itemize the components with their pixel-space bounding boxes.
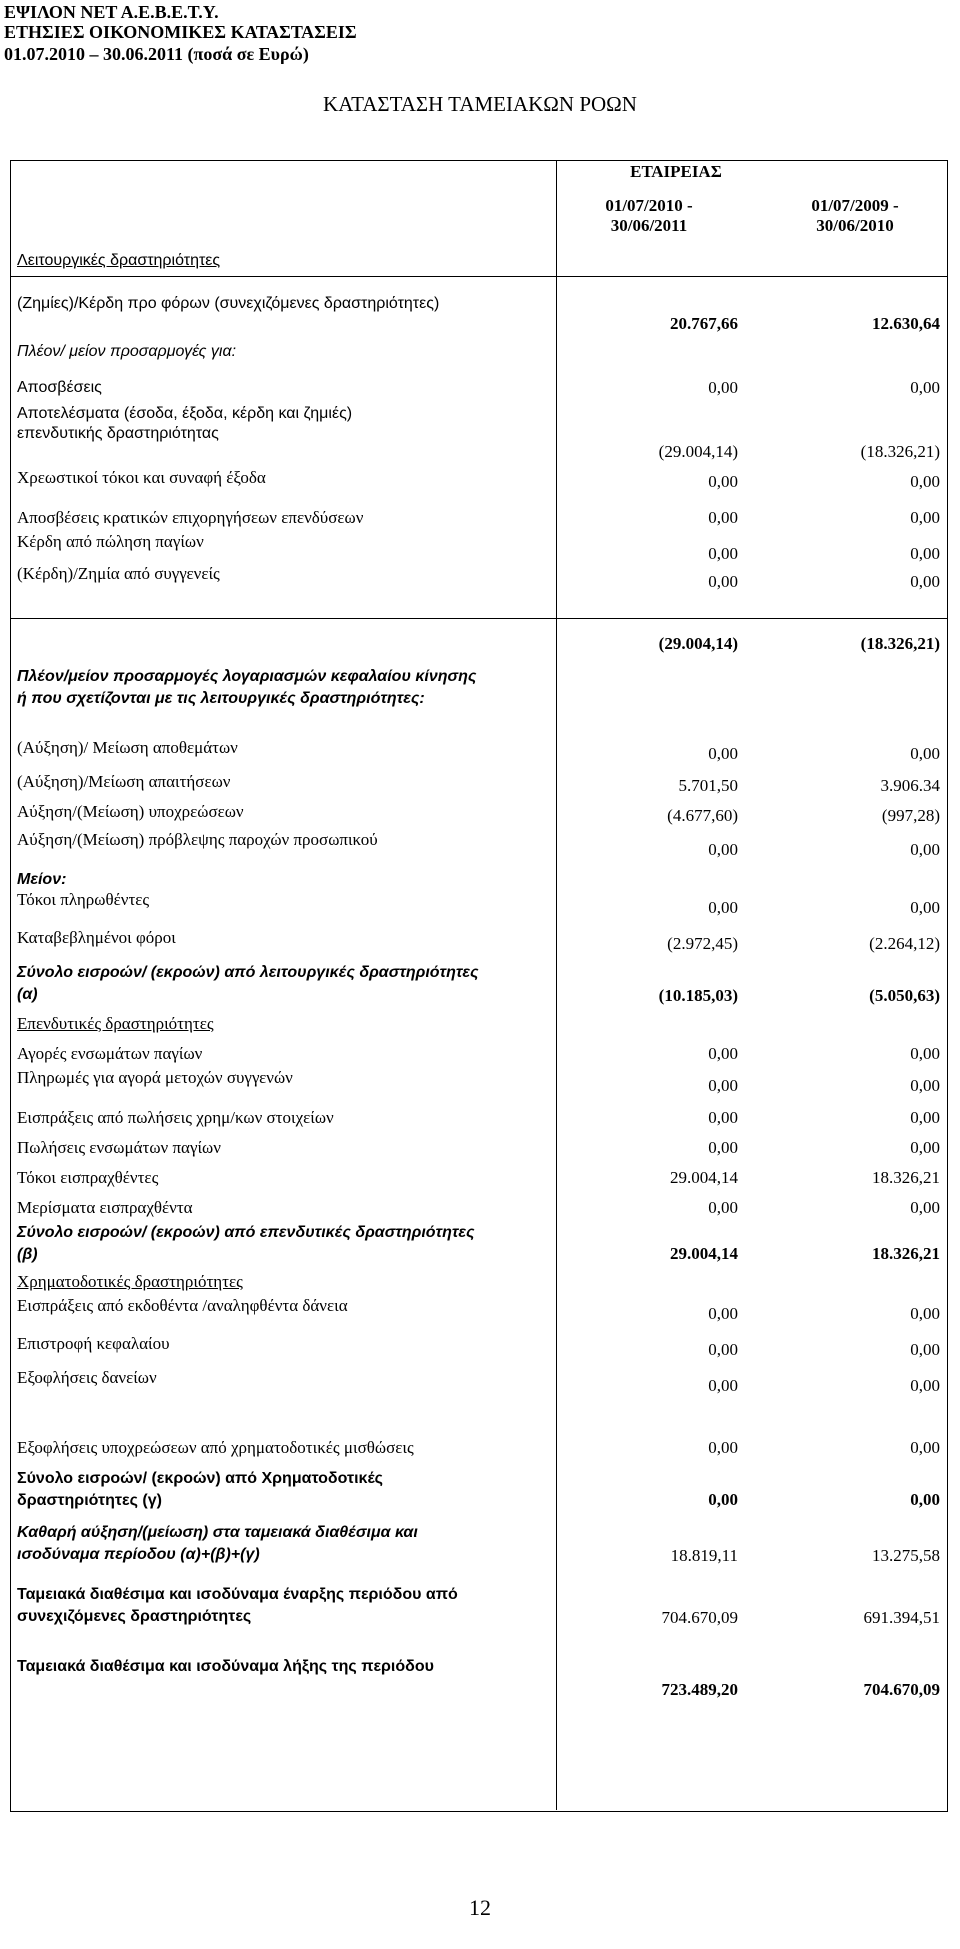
row-value-2010: 0,00 — [910, 1490, 940, 1509]
row-label: Επενδυτικές δραστηριότητες — [17, 1014, 214, 1033]
section-operating: Λειτουργικές δραστηριότητες — [17, 252, 221, 269]
row-value-2010: 3.906.34 — [880, 776, 940, 795]
row-label: Πληρωμές για αγορά μετοχών συγγενών — [17, 1068, 293, 1087]
document-subtitle: ΕΤΗΣΙΕΣ ΟΙΚΟΝΟΜΙΚΕΣ ΚΑΤΑΣΤΑΣΕΙΣ — [4, 22, 357, 42]
row-label: (Αύξηση)/ Μείωση αποθεμάτων — [17, 738, 238, 757]
col2-period-start: 01/07/2009 - — [811, 196, 899, 215]
col1-period-end: 30/06/2011 — [610, 216, 688, 235]
company-name: ΕΨΙΛΟΝ ΝΕΤ Α.Ε.Β.Ε.Τ.Υ. — [4, 2, 219, 22]
row-value-2010: 0,00 — [910, 744, 940, 763]
row-value-2011: 0,00 — [708, 744, 738, 763]
row-label: Χρηματοδοτικές δραστηριότητες — [17, 1272, 243, 1291]
row-value-2011: 0,00 — [708, 1376, 738, 1395]
row-label: Μερίσματα εισπραχθέντα — [17, 1198, 193, 1217]
statement-title: ΚΑΤΑΣΤΑΣΗ ΤΑΜΕΙΑΚΩΝ ΡΟΩΝ — [323, 92, 637, 116]
row-value-2011: (4.677,60) — [667, 806, 738, 825]
row-value-2010: (18.326,21) — [860, 634, 940, 653]
row-label: Μείον: — [17, 871, 67, 888]
row-value-2010: 18.326,21 — [872, 1168, 940, 1187]
col1-period-start: 01/07/2010 - — [605, 196, 693, 215]
row-label: Ταμειακά διαθέσιμα και ισοδύναμα λήξης της περιόδου — [17, 1658, 434, 1675]
row-label: Ταμειακά διαθέσιμα και ισοδύναμα έναρξης περιόδου από συνεχιζόμενες δραστηριότητες — [17, 1586, 458, 1625]
row-value-2011: 0,00 — [708, 1304, 738, 1323]
row-value-2011: (29.004,14) — [658, 634, 738, 653]
row-value-2010: 0,00 — [910, 1340, 940, 1359]
row-value-2011: 0,00 — [708, 378, 738, 397]
row-label: Καθαρή αύξηση/(μείωση) στα ταμειακά διαθέσιμα και ισοδύναμα περίοδου (α)+(β)+(γ) — [17, 1524, 418, 1563]
row-label: Καταβεβλημένοι φόροι — [17, 928, 176, 947]
row-value-2011: 0,00 — [708, 544, 738, 563]
row-value-2010: 12.630,64 — [872, 314, 940, 333]
row-value-2011: 0,00 — [708, 1108, 738, 1127]
row-label: Εισπράξεις από πωλήσεις χρημ/κων στοιχείων — [17, 1108, 334, 1127]
row-value-2010: 0,00 — [910, 1198, 940, 1217]
row-value-2010: 0,00 — [910, 840, 940, 859]
row-value-2010: 18.326,21 — [872, 1244, 940, 1263]
row-label: (Αύξηση)/Μείωση απαιτήσεων — [17, 772, 231, 791]
row-value-2010: 691.394,51 — [863, 1608, 940, 1627]
row-value-2011: 0,00 — [708, 508, 738, 527]
row-value-2011: 0,00 — [708, 1138, 738, 1157]
row-value-2011: (2.972,45) — [667, 934, 738, 953]
row-value-2010: 0,00 — [910, 508, 940, 527]
row-label: (Κέρδη)/Ζημία από συγγενείς — [17, 564, 220, 583]
row-value-2010: (5.050,63) — [869, 986, 940, 1005]
row-label: Σύνολο εισροών/ (εκροών) από επενδυτικές δραστηριότητες (β) — [17, 1224, 475, 1263]
row-value-2011: 0,00 — [708, 472, 738, 491]
row-label: Αποσβέσεις κρατικών επιχορηγήσεων επενδύσεων — [17, 508, 364, 527]
row-value-2011: 0,00 — [708, 1076, 738, 1095]
row-value-2010: 0,00 — [910, 1376, 940, 1395]
row-label: Κέρδη από πώληση παγίων — [17, 532, 204, 551]
row-value-2011: 29.004,14 — [670, 1168, 738, 1187]
row-label: Πλέον/ μείον προσαρμογές για: — [17, 343, 237, 360]
row-value-2011: 18.819,11 — [670, 1546, 738, 1565]
row-label: Τόκοι πληρωθέντες — [17, 890, 150, 909]
row-label: Αγορές ενσωμάτων παγίων — [17, 1044, 203, 1063]
row-label: Πωλήσεις ενσωμάτων παγίων — [17, 1138, 221, 1157]
row-value-2011: 5.701,50 — [678, 776, 738, 795]
row-value-2010: 0,00 — [910, 898, 940, 917]
row-value-2011: 0,00 — [708, 898, 738, 917]
row-label: Αποτελέσματα (έσοδα, έξοδα, κέρδη και ζημιές) επενδυτικής δραστηριότητας — [17, 405, 353, 442]
row-value-2011: 704.670,09 — [661, 1608, 738, 1627]
row-label: Τόκοι εισπραχθέντες — [17, 1168, 159, 1187]
row-value-2011: 0,00 — [708, 1438, 738, 1457]
row-value-2011: 0,00 — [708, 1340, 738, 1359]
row-value-2011: 0,00 — [708, 1198, 738, 1217]
row-value-2011: 0,00 — [708, 572, 738, 591]
row-value-2011: 723.489,20 — [661, 1680, 738, 1699]
row-value-2010: 0,00 — [910, 378, 940, 397]
col2-period-end: 30/06/2010 — [816, 216, 894, 235]
row-value-2010: 0,00 — [910, 1108, 940, 1127]
row-label: Εξοφλήσεις δανείων — [17, 1368, 157, 1387]
row-label: Εισπράξεις από εκδοθέντα /αναληφθέντα δάνεια — [17, 1296, 348, 1315]
row-value-2011: 0,00 — [708, 840, 738, 859]
page-number: 12 — [469, 1895, 491, 1920]
row-value-2010: 0,00 — [910, 544, 940, 563]
row-value-2010: 0,00 — [910, 1044, 940, 1063]
period-line: 01.07.2010 – 30.06.2011 (ποσά σε Ευρώ) — [4, 44, 309, 64]
row-label: Πλέον/μείον προσαρμογές λογαριασμών κεφαλαίου κίνησης ή που σχετίζονται με τις λειτουργικές δραστηριότητες: — [17, 668, 477, 707]
row-label: Σύνολο εισροών/ (εκροών) από Χρηματοδοτικές δραστηριότητες (γ) — [17, 1470, 383, 1509]
row-label: Αύξηση/(Μείωση) υποχρεώσεων — [17, 802, 244, 821]
row-value-2010: 0,00 — [910, 572, 940, 591]
row-label: Επιστροφή κεφαλαίου — [17, 1334, 170, 1353]
row-value-2011: (29.004,14) — [658, 442, 738, 461]
row-value-2011: (10.185,03) — [658, 986, 738, 1005]
row-value-2011: 29.004,14 — [670, 1244, 738, 1263]
row-label: (Ζημίες)/Κέρδη προ φόρων (συνεχιζόμενες δραστηριότητες) — [17, 295, 440, 312]
row-value-2010: 0,00 — [910, 1138, 940, 1157]
row-value-2011: 0,00 — [708, 1490, 738, 1509]
row-value-2010: 0,00 — [910, 1304, 940, 1323]
row-label: Σύνολο εισροών/ (εκροών) από λειτουργικές δραστηριότητες (α) — [17, 964, 479, 1003]
row-value-2010: 13.275,58 — [872, 1546, 940, 1565]
column-divider — [556, 160, 557, 1810]
row-value-2011: 0,00 — [708, 1044, 738, 1063]
row-value-2010: 0,00 — [910, 1076, 940, 1095]
row-label: Εξοφλήσεις υποχρεώσεων από χρηματοδοτικές μισθώσεις — [17, 1438, 414, 1457]
subtotal-divider — [10, 618, 948, 619]
row-value-2010: 0,00 — [910, 1438, 940, 1457]
header-divider — [10, 276, 948, 277]
row-value-2010: 0,00 — [910, 472, 940, 491]
row-value-2011: 20.767,66 — [670, 314, 738, 333]
row-label: Αποσβέσεις — [17, 379, 102, 396]
column-group-label: ΕΤΑΙΡΕΙΑΣ — [630, 162, 722, 181]
row-value-2010: (2.264,12) — [869, 934, 940, 953]
row-value-2010: (18.326,21) — [860, 442, 940, 461]
row-label: Αύξηση/(Μείωση) πρόβλεψης παροχών προσωπικού — [17, 830, 378, 849]
row-label: Χρεωστικοί τόκοι και συναφή έξοδα — [17, 468, 266, 487]
row-value-2010: 704.670,09 — [863, 1680, 940, 1699]
row-value-2010: (997,28) — [881, 806, 940, 825]
